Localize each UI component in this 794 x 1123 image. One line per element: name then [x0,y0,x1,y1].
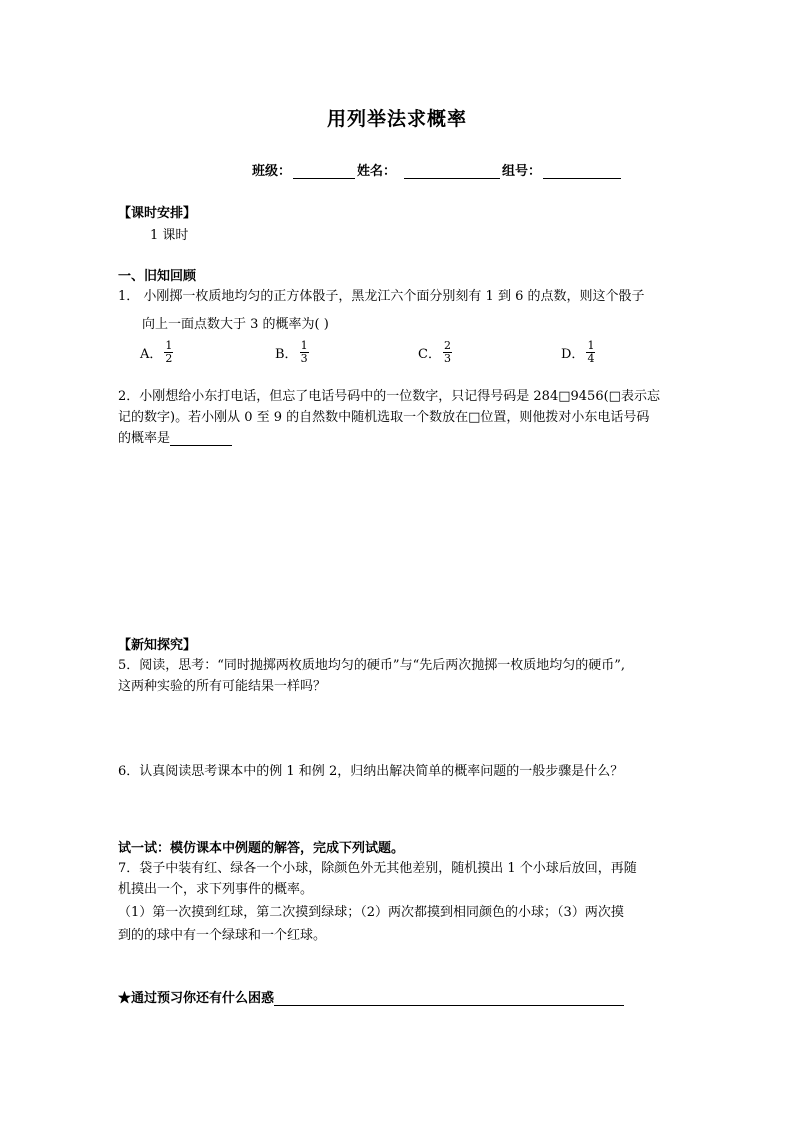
footer-prompt: ★通过预习你还有什么困惑 [118,987,624,1006]
q1-option-d: D． $\frac{1}{4}$ [561,339,595,365]
q2-line3: 的概率是 [118,427,232,446]
q7-line2: 机摸出一个，求下列事件的概率。 [118,882,314,897]
q1-option-a: A． $\frac{1}{2}$ [140,339,173,365]
fraction: $\frac{1}{3}$ [300,339,308,365]
q7-line4: 到的的球中有一个绿球和一个红球。 [118,928,327,943]
q2-line1: 2．小刚想给小东打电话，但忘了电话号码中的一位数字，只记得号码是 284□9456(□表示忘 [118,389,660,404]
class-blank[interactable] [293,164,355,179]
name-blank[interactable] [404,164,500,179]
group-blank[interactable] [543,164,621,179]
class-label: 班级： [252,164,292,179]
fraction: $\frac{1}{2}$ [165,339,173,365]
student-info-row [252,160,623,179]
schedule-heading: 【课时安排】 [118,206,197,221]
name-label: 姓名： [357,164,397,179]
q7-line1: 7．袋子中装有红、绿各一个小球，除颜色外无其他差别，随机摸出 1 个小球后放回，再随 [118,861,637,876]
q1-line1: 1． 小刚掷一枚质地均匀的正方体骰子，黑龙江六个面分别刻有 1 到 6 的点数，则这个骰子 [118,289,645,304]
fraction: $\frac{2}{3}$ [443,339,451,365]
q1-line2: 向上一面点数大于 3 的概率为( ) [142,317,329,332]
try-heading: 试一试：模仿课本中例题的解答，完成下列试题。 [118,841,405,856]
fraction: $\frac{1}{4}$ [587,339,595,365]
explore-heading: 【新知探究】 [118,638,197,653]
q5-line1: 5．阅读，思考：“同时抛掷两枚质地均匀的硬币”与“先后两次抛掷一枚质地均匀的硬币”, [118,658,625,673]
page-title: 用列举法求概率 [326,108,467,130]
q2-line2: 记的数字)。若小刚从 0 至 9 的自然数中随机选取一个数放在□位置，则他拨对小东电话号码 [118,410,650,425]
q5-line2: 这两种实验的所有可能结果一样吗？ [118,679,327,694]
footer-answer-blank[interactable] [274,992,624,1006]
q1-option-b: B． $\frac{1}{3}$ [275,339,308,365]
review-heading: 一、旧知回顾 [118,269,197,284]
q7-line3: （1）第一次摸到红球，第二次摸到绿球；（2）两次都摸到相同颜色的小球；（3）两次摸 [118,905,624,920]
q2-answer-blank[interactable] [170,432,232,446]
q6-text: 6．认真阅读思考课本中的例 1 和例 2，归纳出解决简单的概率问题的一般步骤是什么？ [118,764,624,779]
schedule-value: 1 课时 [150,228,189,243]
group-label: 组号： [502,164,542,179]
q1-option-c: C． $\frac{2}{3}$ [418,339,451,365]
